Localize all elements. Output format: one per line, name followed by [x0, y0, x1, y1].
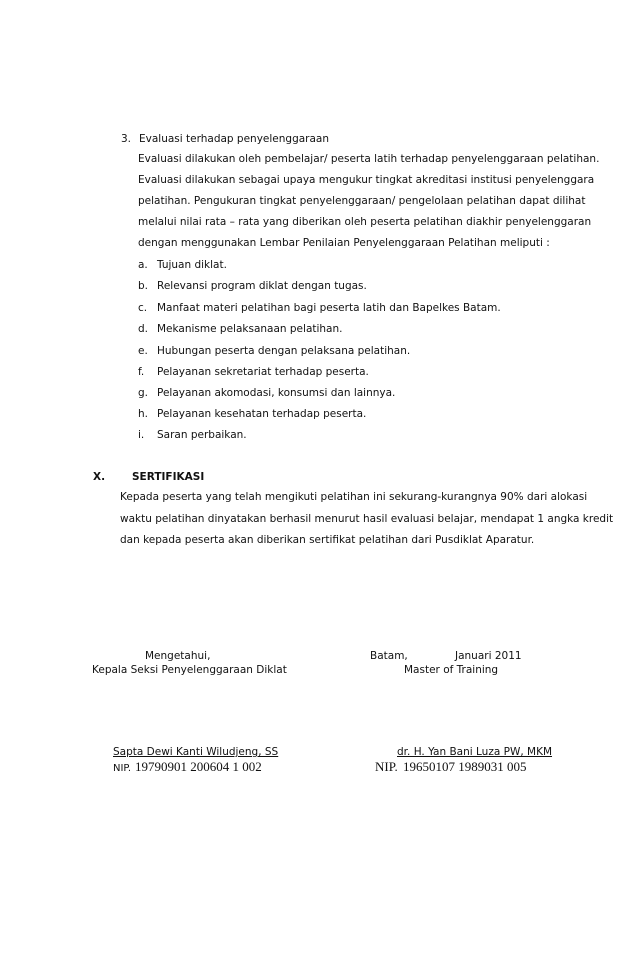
list-item: Pelayanan kesehatan terhadap peserta.: [157, 408, 367, 420]
list-item: Mekanisme pelaksanaan pelatihan.: [157, 323, 343, 335]
right-nip-label: NIP.: [375, 759, 398, 774]
left-nip-number: 19790901 200604 1 002: [135, 759, 262, 774]
section-x-line-1: Kepada peserta yang telah mengikuti pelatihan ini sekurang-kurangnya 90% dari alokasi: [120, 491, 588, 503]
section-x-title: SERTIFIKASI: [132, 471, 205, 483]
section-x-line-2: waktu pelatihan dinyatakan berhasil menurut hasil evaluasi belajar, mendapat 1 angka kredit: [120, 513, 614, 525]
list-item-label: b.: [138, 280, 149, 292]
list-item: Hubungan peserta dengan pelaksana pelatihan.: [157, 345, 411, 357]
section-3-line-3: pelatihan. Pengukuran tingkat penyelenggaraan/ pengelolaan pelatihan dapat dilihat: [138, 195, 586, 207]
right-signer-role: Master of Training: [404, 664, 499, 676]
section-3-title: Evaluasi terhadap penyelenggaraan: [139, 133, 330, 145]
list-item-label: h.: [138, 408, 148, 420]
section-3-line-4: melalui nilai rata – rata yang diberikan oleh peserta pelatihan diakhir penyelenggaran: [138, 216, 592, 228]
list-item: Saran perbaikan.: [157, 429, 247, 441]
list-item-label: i.: [138, 429, 145, 441]
list-item-label: c.: [138, 302, 148, 314]
left-nip-label: NIP.: [113, 763, 132, 774]
right-signer-name: dr. H. Yan Bani Luza PW, MKM: [397, 746, 553, 758]
list-item: Relevansi program diklat dengan tugas.: [157, 280, 367, 292]
right-nip-number: 19650107 1989031 005: [403, 759, 527, 774]
left-signer-role: Kepala Seksi Penyelenggaraan Diklat: [92, 664, 287, 676]
list-item-label: a.: [138, 259, 148, 271]
left-signer-name: Sapta Dewi Kanti Wiludjeng, SS: [113, 746, 279, 758]
list-item-label: g.: [138, 387, 149, 399]
list-item-label: f.: [138, 366, 145, 378]
section-3-line-1: Evaluasi dilakukan oleh pembelajar/ peserta latih terhadap penyelenggaraan pelatihan.: [138, 153, 600, 165]
acknowledge-label: Mengetahui,: [145, 650, 211, 662]
list-item: Tujuan diklat.: [157, 259, 227, 271]
list-item-label: d.: [138, 323, 149, 335]
list-item: Pelayanan akomodasi, konsumsi dan lainnya.: [157, 387, 396, 399]
section-3-number: 3.: [121, 133, 132, 145]
list-item: Manfaat materi pelatihan bagi peserta latih dan Bapelkes Batam.: [157, 302, 501, 314]
section-3-line-2: Evaluasi dilakukan sebagai upaya mengukur tingkat akreditasi institusi penyelenggara: [138, 174, 595, 186]
section-3-line-5: dengan menggunakan Lembar Penilaian Penyelenggaraan Pelatihan meliputi :: [138, 237, 550, 249]
section-x-number: X.: [93, 471, 106, 483]
section-x-line-3: dan kepada peserta akan diberikan sertifikat pelatihan dari Pusdiklat Aparatur.: [120, 534, 535, 546]
list-item: Pelayanan sekretariat terhadap peserta.: [157, 366, 369, 378]
list-item-label: e.: [138, 345, 148, 357]
place-label: Batam,: [370, 650, 408, 662]
date-label: Januari 2011: [455, 650, 522, 662]
